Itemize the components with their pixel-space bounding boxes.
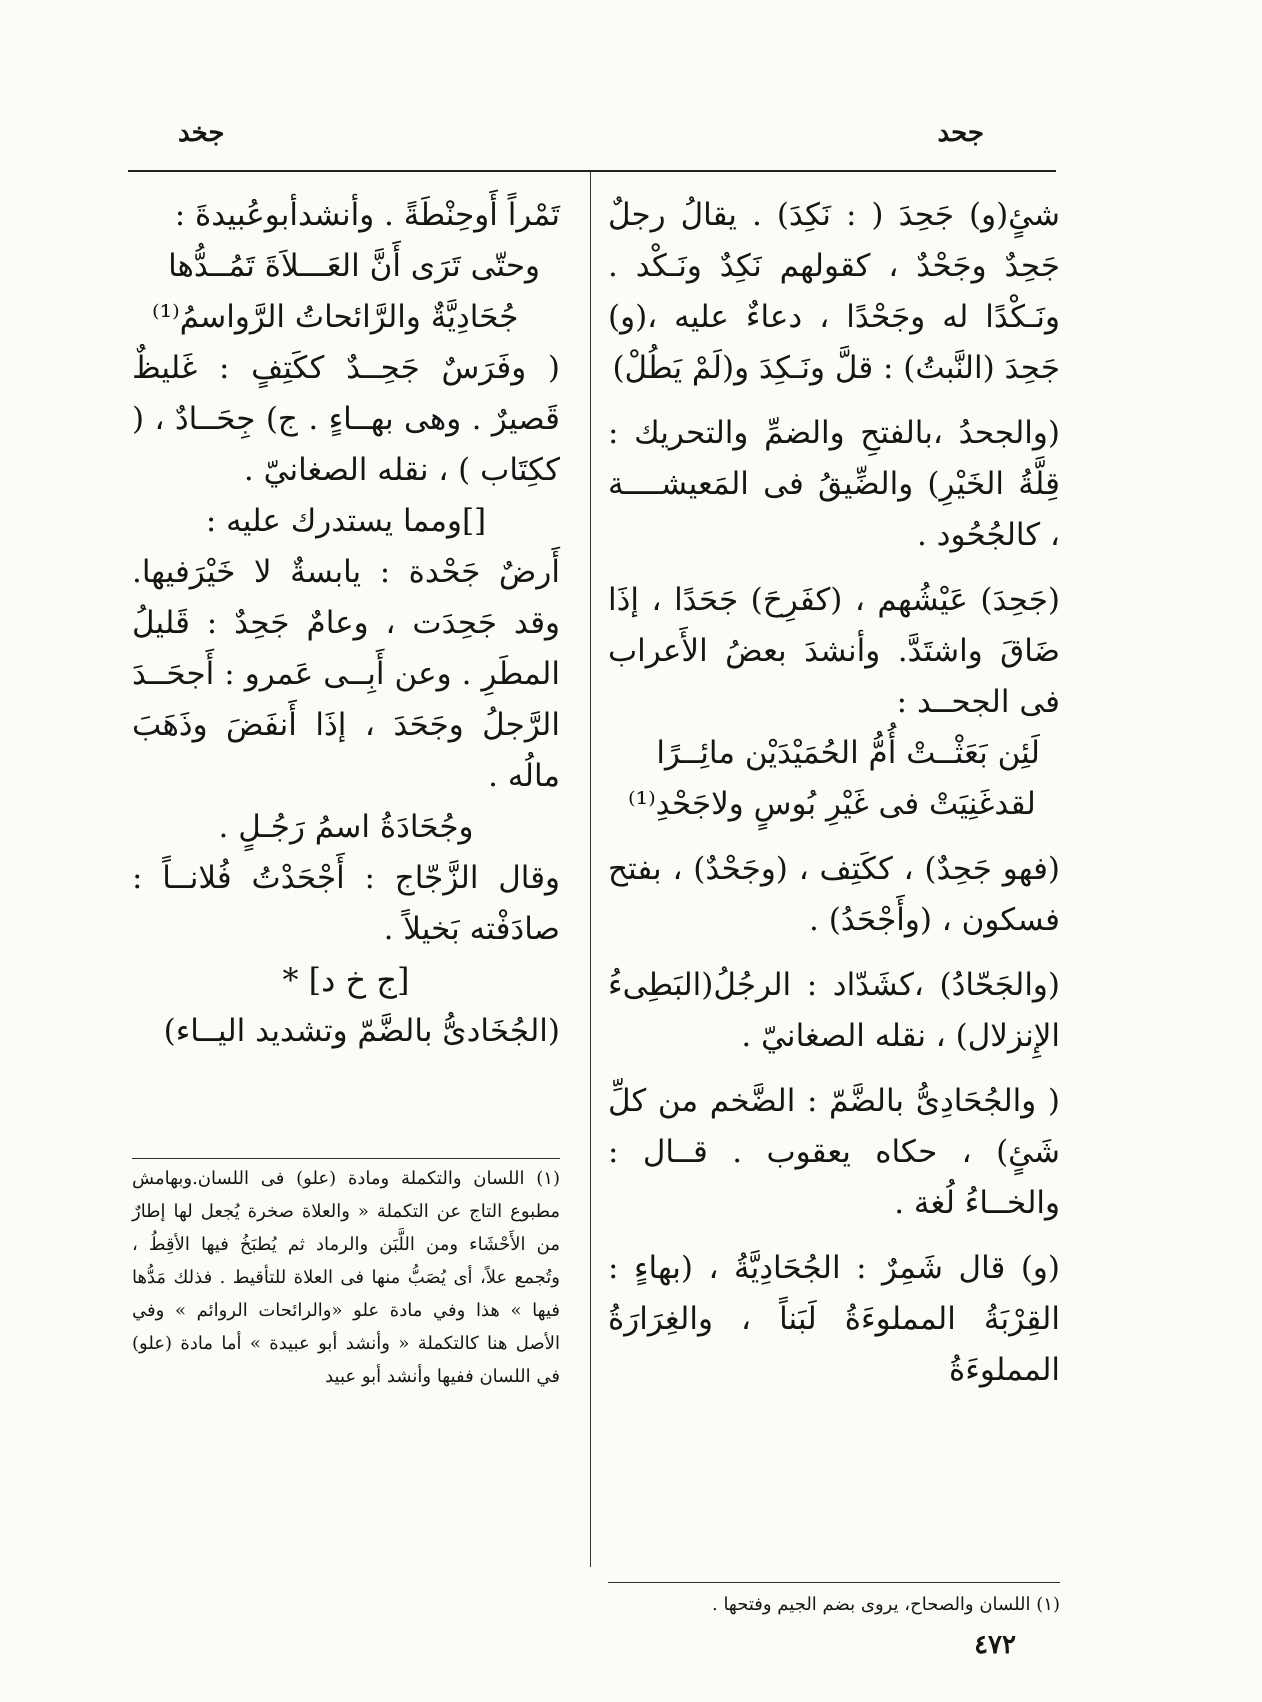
right-column [608,190,1060,1396]
footnote-left: (١) اللسان والتكملة ومادة (علو) فى اللسان.وبهامش مطبوع التاج عن التكملة « والعلاة صخرة يُجعل لها إطارٌ من الأَحْشَاء ومن اللَّبَن والرماد ثم يُطبَخُ فيها الأقِطُ ، وتُجمع علاً، أى يُصَبُّ منها فى العلاة للتأقيط . فذلك مَدُّها فيها » هذا وفي مادة علو «والرائحات الروائم » وفي الأصل هنا كالتكملة « وأنشد أبو عبيدة » أما مادة (علو) في اللسان ففيها وأنشد أبو عبيد [132,1168,560,1387]
header-rule [128,170,1056,172]
verse-hemistich: لقدغَنِيَتْ فى غَيْرِ بُوسٍ ولاجَحْدِ⁽¹⁾ [628,786,1036,822]
paragraph: (والجحدُ ،بالفتحِ والضمِّ والتحريك : قِلَّةُ الخَيْرِ) والضِّيقُ فى المَعيشــــة ، كالجُحُود . [608,415,1060,553]
paragraph: وجُحَادَةُ اسمُ رَجُـلٍ . [218,809,474,845]
paragraph: (جَحِدَ) عَيْشُهم ، (كفَرِحَ) جَحَدًا ، إذَا ضَاقَ واشتَدَّ. وأنشدَ بعضُ الأَعراب فى الجحــد : [608,582,1060,720]
verse-hemistich: وحتّى تَرَى أَنَّ العَـــلاَةَ تَمُــدُّها [168,248,540,284]
paragraph: ( والجُحَادِىُّ بالضَّمّ : الضَّخم من كلِّ شَئٍ) ، حكاه يعقوب . قــال : والخــاءُ لُغة . [608,1083,1060,1221]
paragraph: شئٍ(و) جَحِدَ ( : نَكِدَ) . يقالُ رجلٌ جَحِدٌ وجَحْدٌ ، كقولهم نَكِدٌ ونَـكْد . ونَـكْدًا له وجَحْدًا ، دعاءٌ عليه ،(و) جَحِدَ (النَّبتُ) : قلَّ ونَـكِدَ و(لَمْ يَطُلْ) [608,197,1060,386]
paragraph: (والجَحّادُ) ،كشَدّاد : الرجُلُ(البَطِىءُ الإِنزلال) ، نقله الصغانيّ . [608,967,1060,1054]
paragraph: []ومما يستدرك عليه : [205,503,487,539]
paragraph: (فهو جَحِدٌ) ، ككَتِف ، (وجَحْدٌ) ، بفتح فسكون ، (وأَجْحَدُ) . [608,851,1060,938]
paragraph: ( وفَرَسٌ جَحِــدٌ ككَتِفٍ : غَليظٌ قَصيرٌ . وهى بهــاءٍ . ج) جِحَــادٌ ، ( ككِتَاب ) ، نقله الصغانيّ . [132,350,560,488]
paragraph: تَمْراً أَوحِنْطَةً . وأنشدأبوعُبيدةَ : [174,197,560,233]
running-head-right: جحد [937,118,984,148]
paragraph: (الجُخَادىُّ بالضَّمّ وتشديد اليــاء) [163,1013,560,1049]
paragraph: (و) قال شَمِرٌ : الجُحَادِيَّةُ ، (بهاءٍ : القِرْبَةُ المملوءَةُ لَبَناً ، والغِرَارَةُ المملوءَةُ [608,1250,1060,1388]
left-column [132,190,560,1057]
footnote-rule-left [132,1158,560,1159]
running-head-left: جخد [178,118,225,148]
paragraph: أَرضٌ جَحْدة : يابسةٌ لا خَيْرَفيها. وقد جَحِدَت ، وعامٌ جَحِدٌ : قَليلُ المطَرِ . وعن أَبِــى عَمرو : أَجحَــدَ الرَّجلُ وجَحَدَ ، إذَا أَنفَضَ وذَهَبَ مالُه . [132,554,560,794]
footnote-rule-right [608,1582,1060,1583]
entry-heading: [ج خ د] * [282,961,410,999]
footnote-right: (١) اللسان والصحاح، يروى بضم الجيم وفتحها . [712,1594,1060,1615]
page-number: ٤٧٢ [974,1630,1016,1660]
column-divider [590,172,591,1567]
verse-hemistich: لَئِن بَعَثْــتْ أُمُّ الحُمَيْدَيْن مائِــرًا [656,735,1040,771]
verse-hemistich: جُحَادِيَّةٌ والرَّائحاتُ الرَّواسمُ⁽¹⁾ [152,299,519,335]
paragraph: وقال الزَّجّاج : أَجْحَدْتُ فُلانــاً : صادَفْته بَخيلاً . [132,860,560,947]
